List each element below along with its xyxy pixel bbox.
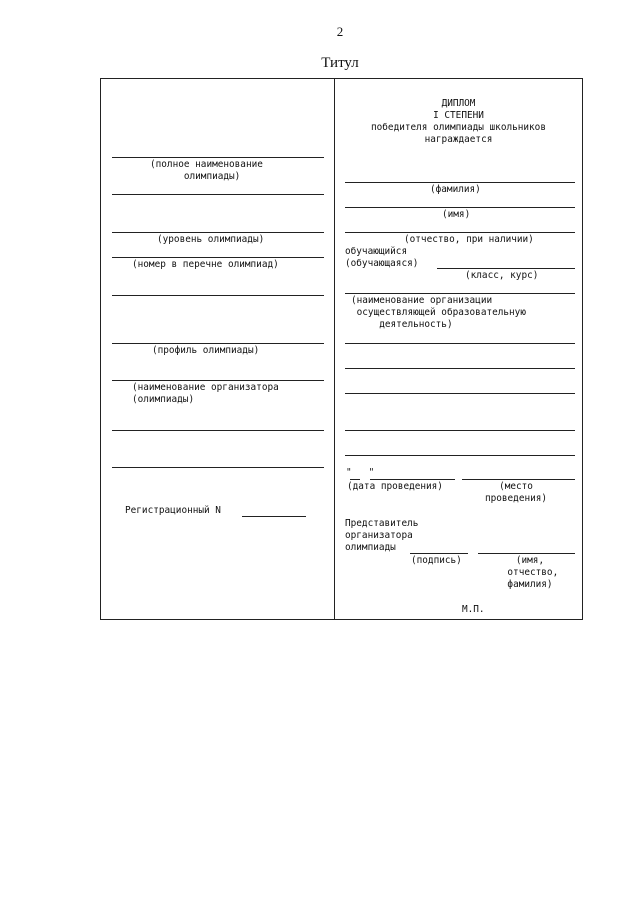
full-name-caption: (имя, отчество, фамилия) (507, 555, 559, 590)
full-name-line (478, 553, 575, 554)
surname-caption: (фамилия) (430, 184, 481, 195)
date-quotes: " " (346, 467, 375, 478)
blank-line (112, 194, 324, 195)
page-number: 2 (336, 24, 344, 39)
name-line (345, 207, 575, 208)
blank-line (345, 368, 575, 369)
place-line (462, 479, 575, 480)
month-year-line (370, 479, 455, 480)
place-caption: (место проведения) (484, 481, 548, 504)
stamp-place: М.П. (462, 604, 485, 615)
grade-caption: (класс, курс) (465, 270, 539, 281)
olympiad-name-caption: (полное наименование олимпиады) (150, 159, 263, 182)
olympiad-level-line (112, 232, 324, 233)
patronymic-caption: (отчество, при наличии) (404, 234, 534, 245)
organization-caption: (наименование организации осуществляющей образовательную деятельность) (351, 295, 526, 330)
registration-label: Регистрационный N (125, 505, 221, 516)
student-m-label: обучающийся (345, 246, 408, 257)
blank-line (112, 430, 324, 431)
document-title: Титул (321, 55, 359, 71)
blank-line (345, 393, 575, 394)
organization-line (345, 293, 575, 294)
representative-label: Представитель организатора олимпиады (345, 518, 419, 553)
column-divider (334, 78, 335, 620)
day-line (350, 479, 360, 480)
student-f-label: (обучающаяся) (345, 258, 419, 269)
blank-line (112, 467, 324, 468)
organizer-caption: (наименование организатора (олимпиады) (132, 382, 279, 405)
signature-line (410, 553, 468, 554)
olympiad-level-caption: (уровень олимпиады) (157, 234, 265, 245)
degree-heading: I СТЕПЕНИ (433, 110, 484, 121)
list-number-caption: (номер в перечне олимпиад) (132, 259, 279, 270)
diploma-heading: ДИПЛОМ (441, 98, 476, 109)
organizer-line (112, 380, 324, 381)
blank-line (345, 343, 575, 344)
blank-line (345, 455, 575, 456)
registration-number-line (242, 516, 306, 517)
date-caption: (дата проведения) (347, 481, 443, 492)
name-caption: (имя) (442, 209, 471, 220)
profile-line (112, 343, 324, 344)
profile-caption: (профиль олимпиады) (152, 345, 260, 356)
awarded-heading: награждается (424, 134, 493, 145)
surname-line (345, 182, 575, 183)
olympiad-name-line (112, 157, 324, 158)
blank-line (112, 295, 324, 296)
patronymic-line (345, 232, 575, 233)
grade-line (437, 268, 575, 269)
list-number-line (112, 257, 324, 258)
winner-heading: победителя олимпиады школьников (371, 122, 546, 133)
signature-caption: (подпись) (411, 555, 462, 566)
blank-line (345, 430, 575, 431)
